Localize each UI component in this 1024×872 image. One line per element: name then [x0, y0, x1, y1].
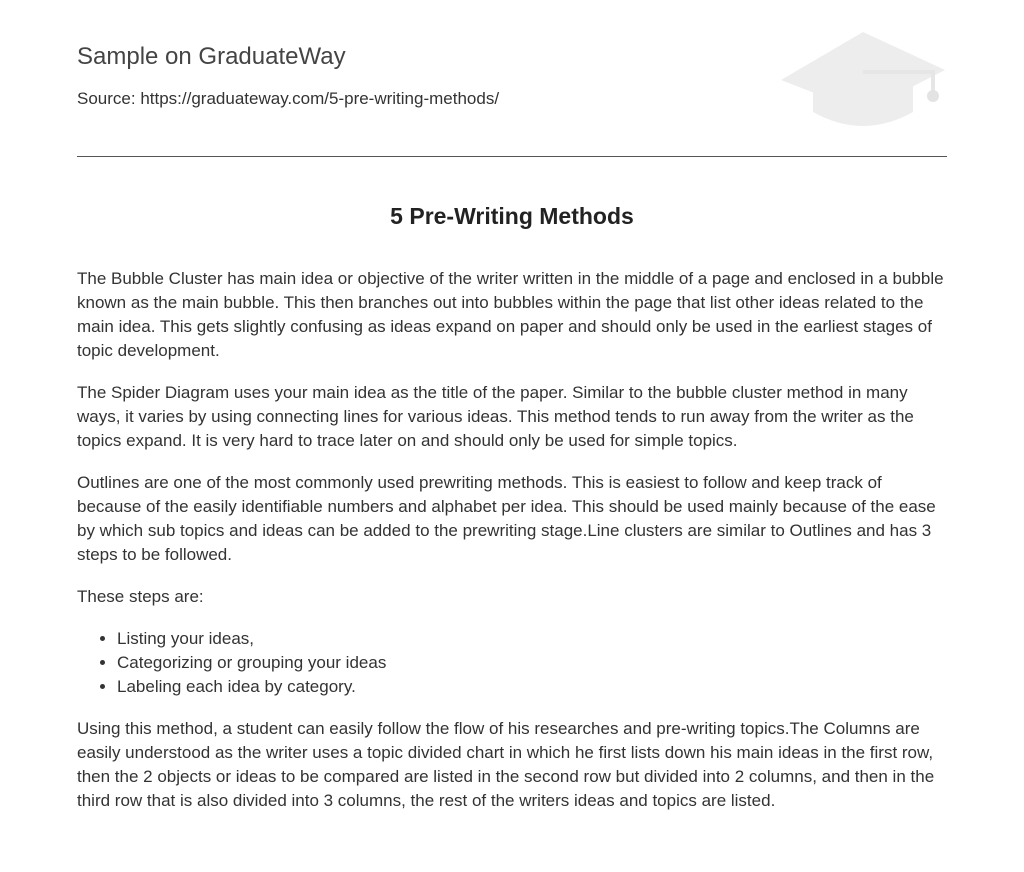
paragraph-spider-diagram: The Spider Diagram uses your main idea as the title of the paper. Similar to the bubble cluster method in many ways, it varies by using connecting lines for various ideas. This method tends to run away from the writer as the topics expand. It is very hard to trace later on and should only be used for simple topics.	[77, 383, 914, 450]
site-title: Sample on GraduateWay	[77, 43, 346, 70]
graduation-cap-icon	[779, 30, 947, 132]
paragraph-steps-intro: These steps are:	[77, 587, 204, 606]
source-label: Source:	[77, 89, 136, 108]
source-link[interactable]: https://graduateway.com/5-pre-writing-methods/	[140, 89, 500, 108]
list-item: • Categorizing or grouping your ideas	[117, 651, 949, 675]
paragraph-columns: Using this method, a student can easily follow the flow of his researches and pre-writing topics.The Columns are easily understood as the writer uses a topic divided chart in which he first lists down his main ideas in the first row, then the 2 objects or ideas to be compared are listed in the second row but divided into 2 columns, and then in the third row that is also divided into 3 columns, the rest of the writers ideas and topics are listed.	[77, 719, 935, 810]
document-title: 5 Pre-Writing Methods	[390, 203, 634, 229]
steps-list	[77, 627, 949, 699]
article-body	[77, 267, 949, 831]
source-line	[77, 89, 499, 109]
list-item: • Labeling each idea by category.	[117, 675, 949, 699]
list-item: • Listing your ideas,	[117, 627, 949, 651]
paragraph-outlines: Outlines are one of the most commonly used prewriting methods. This is easiest to follow and keep track of because of the easily identifiable numbers and alphabet per idea. This should be used mainly because of the ease by which sub topics and ideas can be added to the prewriting stage.Line clusters are similar to Outlines and has 3 steps to be followed.	[77, 473, 936, 564]
page-header	[77, 0, 947, 157]
paragraph-bubble-cluster: The Bubble Cluster has main idea or objective of the writer written in the middle of a page and enclosed in a bubble known as the main bubble. This then branches out into bubbles within the page that list other ideas related to the main idea. This gets slightly confusing as ideas expand on paper and should only be used in the earliest stages of topic development.	[77, 269, 944, 360]
